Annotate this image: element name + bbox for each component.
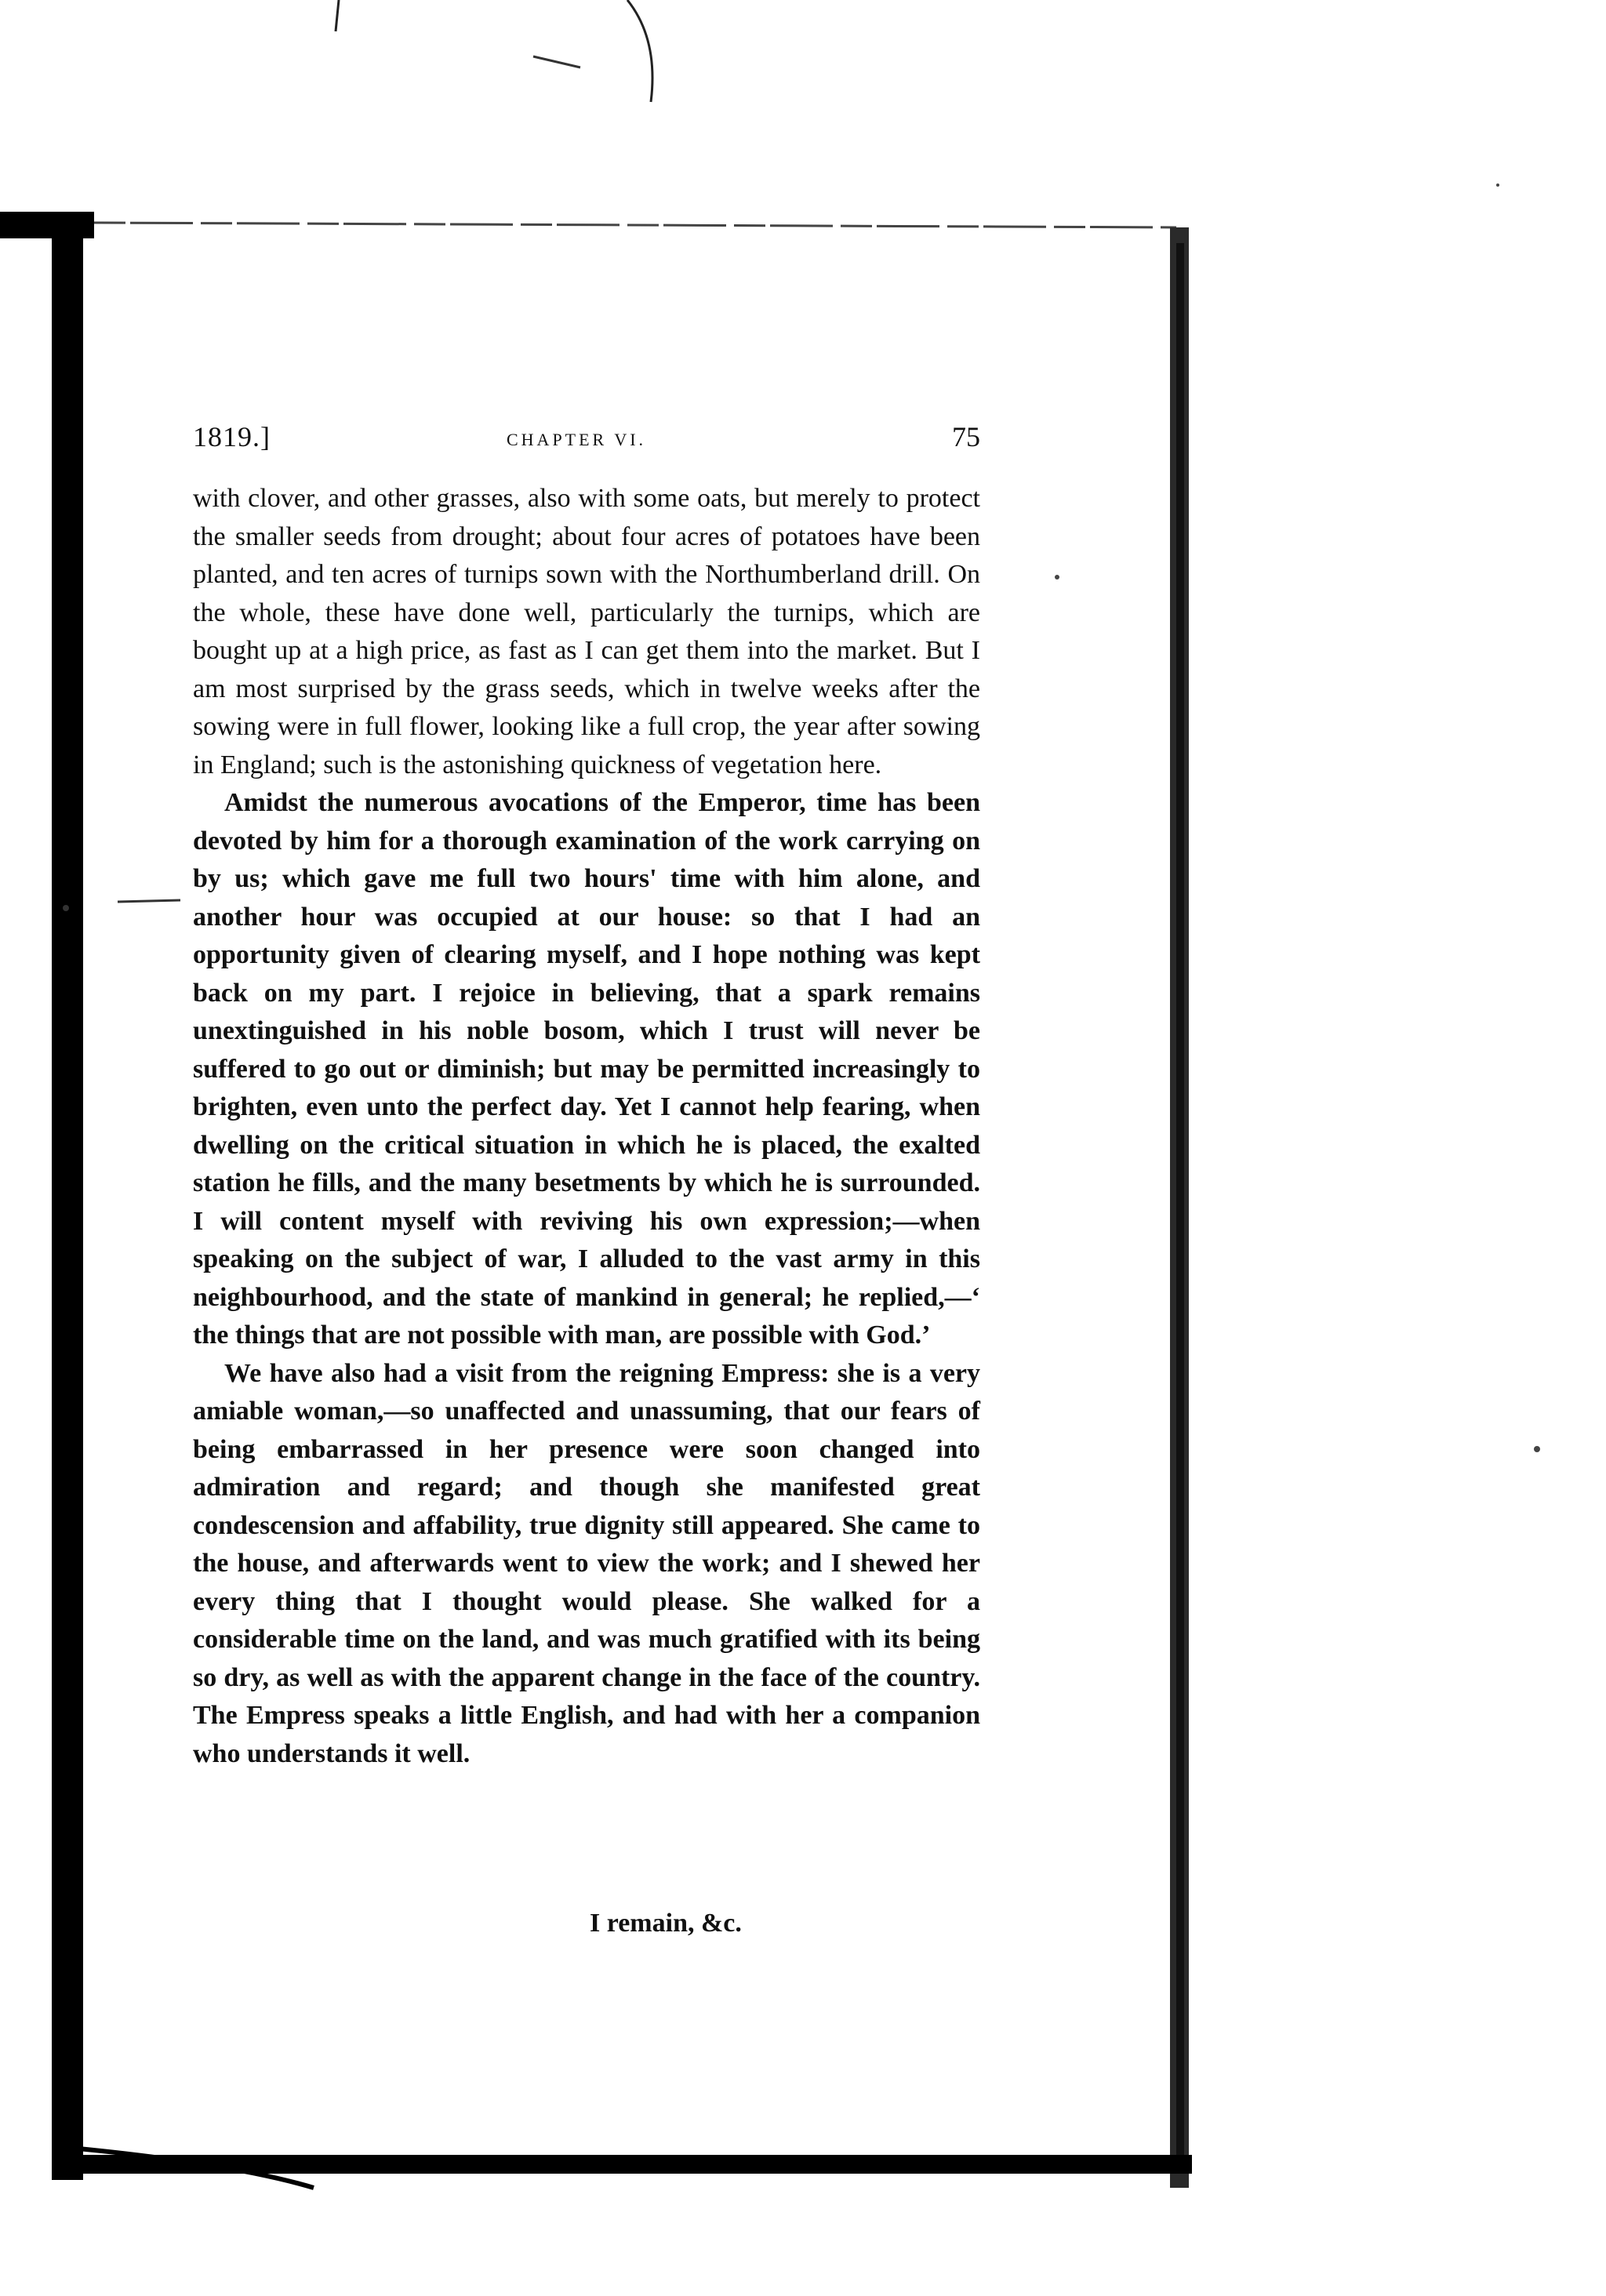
header-year: 1819.] (193, 421, 271, 452)
paragraph-1: with clover, and other grasses, also with some oats, but merely to protect the smaller seeds from drought; about four acres of potatoes have been planted, and ten acres of turnips sown with the Northumberland drill. On the whole, these have done well, particularly the turnips, which are bought up at a high price, as fast as I can get them into the market. But I am most surprised by the grass seeds, which in twelve weeks after the sowing were in full flower, looking like a full crop, the year after sowing in England; such is the astonishing quickness of vegetation here. (193, 484, 980, 779)
closing-line: I remain, &c. (590, 1909, 742, 1938)
paragraph-3: We have also had a visit from the reigning Empress: she is a very amiable woman,—so unaffected and unassuming, that our fears of being embarrassed in her presence were soon changed into admiration and regard; and though she manifested great condescension and affability, true dignity still appeared. She came to the house, and afterwards went to view the work; and I shewed her every thing that I thought would please. She walked for a considerable time on the land, and was much gratified with its being so dry, as well as with the apparent change in the face of the country. The Empress speaks a little English, and had with her a companion who understands it well. (193, 1358, 980, 1768)
running-header (193, 420, 980, 461)
header-chapter: CHAPTER VI. (507, 430, 647, 449)
paragraph-2: Amidst the numerous avocations of the Emperor, time has been devoted by him for a thorough examination of the work carrying on by us; which gave me full two hours' time with him alone, and another hour was occupied at our house: so that I had an opportunity given of clearing myself, and I hope nothing was kept back on my part. I rejoice in believing, that a spark remains unextinguished in his noble bosom, which I trust will never be suffered to go out or diminish; but may be permitted increasingly to brighten, even unto the perfect day. Yet I cannot help fearing, when dwelling on the critical situation in which he is placed, the exalted station he fills, and the many besetments by which he is surrounded. I will content myself with reviving his own expression;—when speaking on the subject of war, I alluded to the vast army in this neighbourhood, and the state of mankind in general; he replied,—‘ the things that are not possible with man, are possible with God.’ (193, 788, 980, 1350)
page-number: 75 (952, 421, 980, 452)
body-text (193, 480, 980, 1773)
